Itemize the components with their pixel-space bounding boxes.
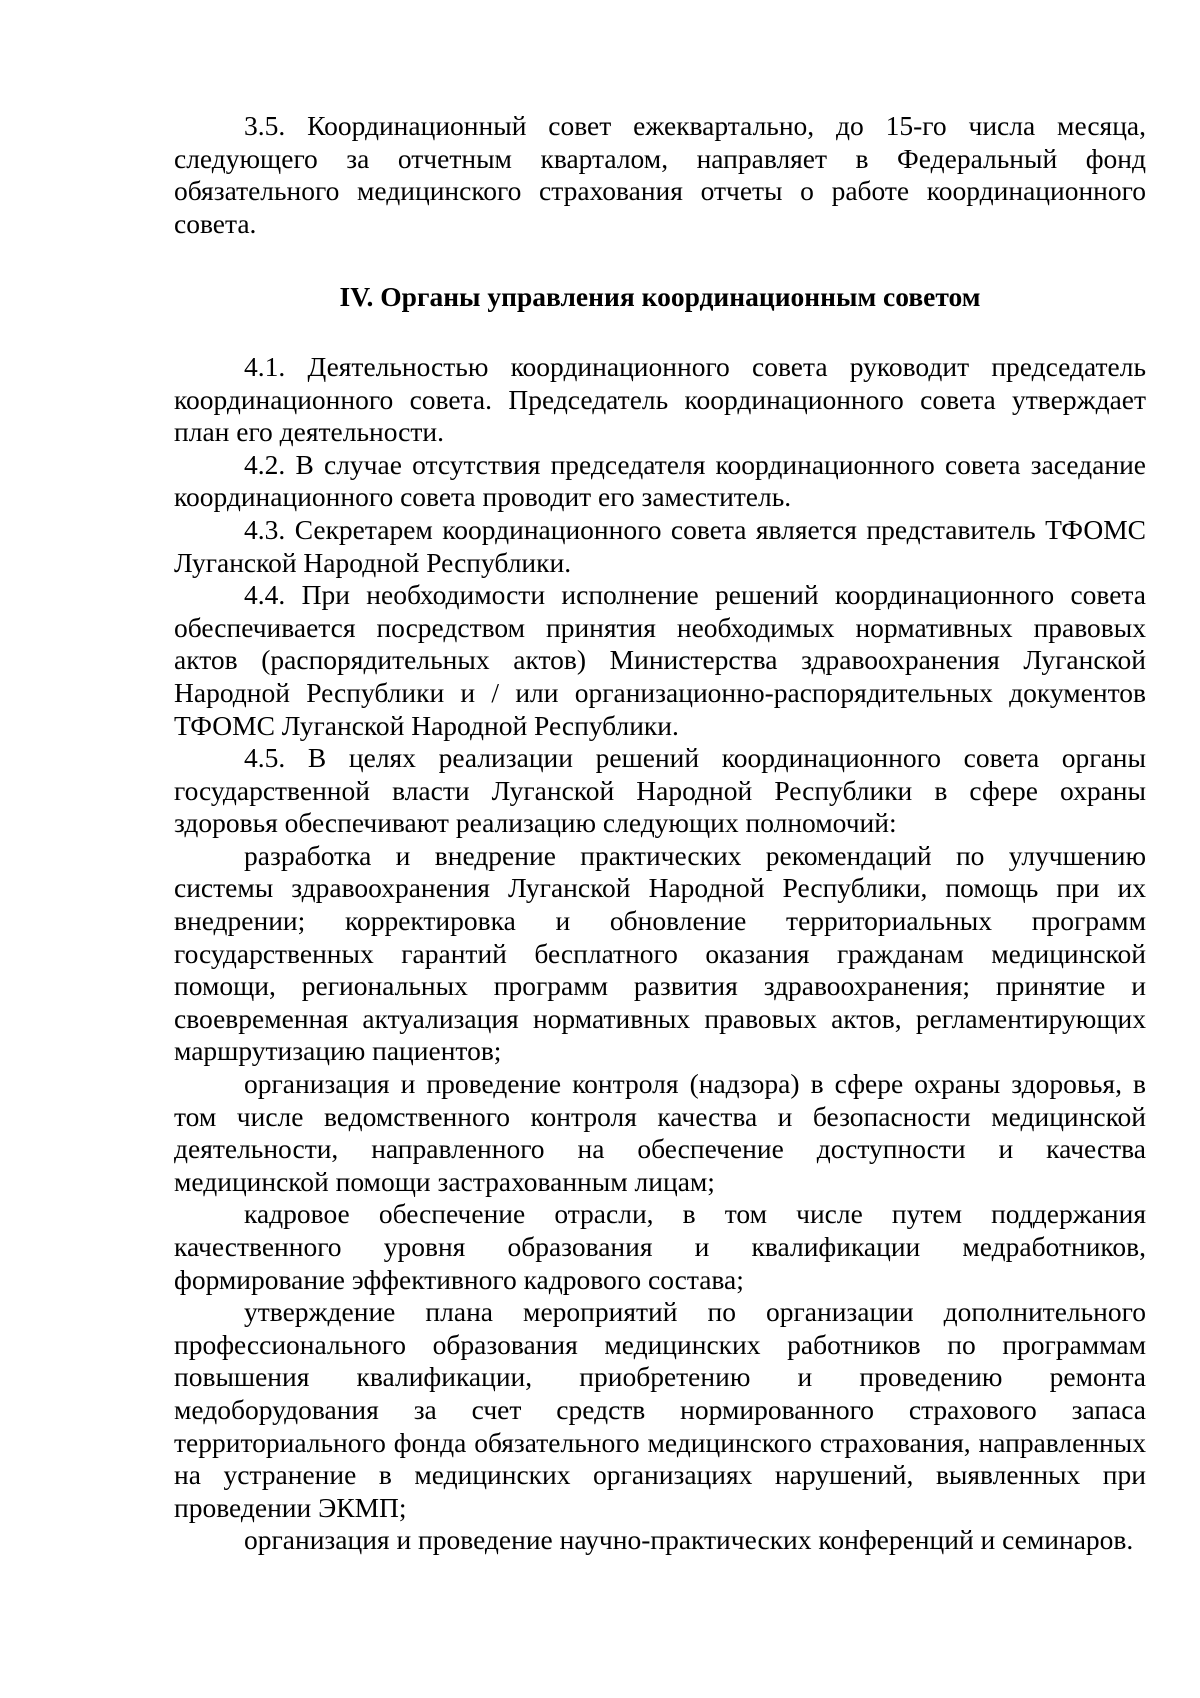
list-item-staffing: кадровое обеспечение отрасли, в том числе путем поддержания качественного уровня образования и квалификации медработников, формирование эффективного кадрового состава; — [174, 1198, 1146, 1295]
paragraph-4-5: 4.5. В целях реализации решений координационного совета органы государственной власти Луганской Народной Республики в сфере охраны здоровья обеспечивают реализацию следующих полномочий: — [174, 742, 1146, 839]
section-heading-iv: IV. Органы управления координационным советом — [339, 281, 981, 313]
list-item-conferences: организация и проведение научно-практических конференций и семинаров. — [244, 1524, 1134, 1556]
paragraph-4-1: 4.1. Деятельностью координационного совета руководит председатель координационного совета. Председатель координационного совета утверждает план его деятельности. — [174, 350, 1146, 448]
document-page — [174, 110, 1146, 1557]
paragraph-4-2: 4.2. В случае отсутствия председателя координационного совета заседание координационного совета проводит его заместитель. — [174, 448, 1146, 513]
list-item-recommendations: разработка и внедрение практических рекомендаций по улучшению системы здравоохранения Луганской Народной Республики, помощь при их внедрении; корректировка и обновление территориальных программ государственных гарантий бесплатного оказания гражданам медицинской помощи, региональных программ развития здравоохранения; принятие и своевременная актуализация нормативных правовых актов, регламентирующих маршрутизацию пациентов; — [174, 839, 1146, 1067]
paragraph-4-4: 4.4. При необходимости исполнение решений координационного совета обеспечивается посредством принятия необходимых нормативных правовых актов (распорядительных актов) Министерства здравоохранения Луганской Народной Республики и / или организационно-распорядительных документов ТФОМС Луганской Народной Республики. — [174, 579, 1146, 741]
list-item-control: организация и проведение контроля (надзора) в сфере охраны здоровья, в том числе ведомственного контроля качества и безопасности медицинской деятельности, направленного на обеспечение доступности и качества медицинской помощи застрахованным лицам; — [174, 1068, 1146, 1197]
paragraph-4-3: 4.3. Секретарем координационного совета является представитель ТФОМС Луганской Народной Республики. — [174, 513, 1146, 578]
list-item-training-plan: утверждение плана мероприятий по организации дополнительного профессионального образования медицинских работников по программам повышения квалификации, приобретению и проведению ремонта медоборудования за счет средств нормированного страхового запаса территориального фонда обязательного медицинского страхования, направленных на устранение в медицинских организациях нарушений, выявленных при проведении ЭКМП; — [174, 1296, 1146, 1523]
paragraph-3-5: 3.5. Координационный совет ежеквартально, до 15-го числа месяца, следующего за отчетным кварталом, направляет в Федеральный фонд обязательного медицинского страхования отчеты о работе координационного совета. — [174, 110, 1146, 239]
